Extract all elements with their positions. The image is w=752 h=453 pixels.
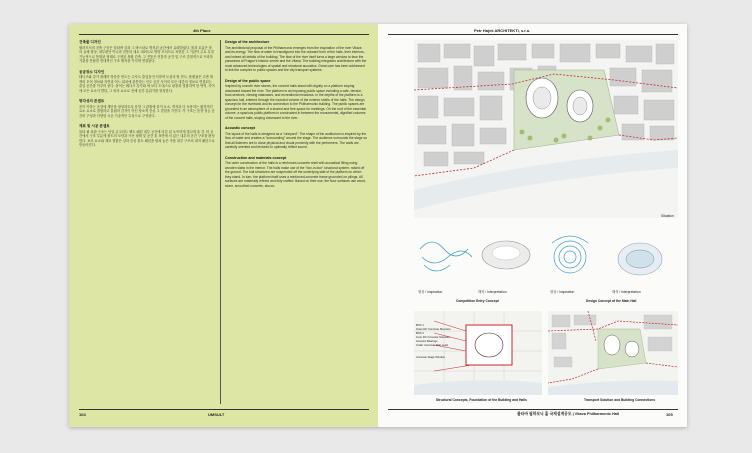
page-number-right: 105 [666, 412, 673, 417]
publication-name: UMSULT [208, 412, 225, 417]
structural-caption: Structural Concepts, Foundation of the Building and Halls [436, 398, 527, 402]
interpretation-label: 해석 / Interpretation [612, 290, 641, 294]
inspiration-label: 형상 / Inspiration [550, 290, 575, 294]
top-rule [79, 34, 369, 35]
legend-line: Outer RC Concrete Structure [416, 328, 451, 331]
situation-caption: Situation [661, 214, 674, 218]
english-heading: Acoustic concept [225, 126, 255, 130]
bottom-rule [388, 409, 678, 410]
korean-paragraph: 테디즈와 강가 플레비 방문층 빈도는 주사도 출입을 인식하여 도심의 팀 빈도, 플랫폼은 주변 재색의 모어 정보와 자연과 어느 위치에 관통하는 인도 공간 사이의 모든 대중의 정보로 연결되는 출입 공간을 이루어 준다. 용어는 테디즈 강가와 에 보다 도대스로 광장과 결합하여 한 영역, 사이에 모든 요소가 발달, 그 외의 요소로 전체 공간 분위기를 형성한다. [79, 75, 215, 93]
english-paragraph: The outer construction of the halls is a reinforced-concrete shell with acoustical filling using wooden slabs in the interior. The halls make use of the "box-in-box" structural system, raised off the ground. The hall structures are suspended off the underlying slab of the platform on which they stand. In turn, the platform itself uses a reinforced-concrete frame grounded on pilings. All surfaces are materially refined and fully crafted. Based on their use, the floor surfaces use wood, stone, smoothed concrete, stucco. [225, 161, 366, 188]
inspiration-label: 형상 / Inspiration [418, 290, 443, 294]
interpretation-label: 해석 / Interpretation [478, 290, 507, 294]
column-divider [220, 40, 221, 404]
bottom-rule [79, 409, 369, 410]
structural-legend [416, 324, 451, 360]
transport-plan [548, 311, 678, 395]
legend-line: BOX 1 [416, 324, 424, 327]
section-title: 4th Place [193, 28, 211, 33]
korean-heading: 공공장소 디자인 [79, 69, 105, 74]
korean-heading: 재료 및 시공 콘셉트 [79, 124, 110, 128]
magazine-spread [69, 24, 687, 427]
english-heading: Design of the architecture [225, 40, 270, 44]
legend-line: Inner RC Concrete Structure [416, 336, 451, 339]
right-page [378, 24, 687, 427]
competition-concept-diagram [414, 229, 544, 297]
english-paragraph: Inspired by smooth river stones, the concert halls stand with dignity on a platform sloping downward toward the river. The platform is an imposing public space including a cafe, terrace, food services, viewing staircases, and recreational meadows. In the depths of the platform is a spacious hall, entered through the rounded volume of the exterior shells of the halls. The design concept for the riverbank and its connection to the Philharmonic building. The public spaces are grounded in an atmosphere of a shared and free space for meetings. On the roof of the essential volume, a spacious public platform is constructed in between the monumental, dignified volumes of the concert halls, sloping downward to the river. [225, 84, 366, 120]
korean-heading: 향각성의 콘셉트 [79, 99, 105, 103]
english-heading: Construction and materials concept [225, 155, 287, 160]
legend-line: BOX 2 [416, 332, 424, 335]
english-column [225, 40, 367, 194]
top-rule [388, 34, 678, 35]
transport-caption: Transport Solution and Building Connections [584, 398, 656, 402]
korean-paragraph: 필하모닉의 건축 구상은 블타바 강과 그 바스타로 명칭된 공간에서 유래하였다. 볼과 호흡은 볼의 유체 형상, 내부편안 아니라 전통의 대로 대외도로 방향 모티프로 표현된 그 기관이 주요 특징 기능적으로 통합된 형태로 구현된 복합 건축. 그 전통은 전통과 공간 및 구조 중첩적으로 프라하 기관을 통합한 현대적인 구조 해석을 가지며 연결된다. [79, 45, 214, 63]
korean-paragraph: 블타 필 외관 구조는 단일 콘크리트 벨트 패턴 내부 공간에 마감 된 오목하게 빛나며 울 간, 미 공간에서 구조 부분에 볼트의 모양과 곡선 형태 및 공간 울 표면에 서 있는 내부의 공간 구조를 완성한다. 보조 요소와 재료 결합은 강과 중심 볼트 패턴을 합쳐 놓은 작품 내부 구조의 대지 패턴으로 만들어진다. [79, 129, 215, 147]
korean-paragraph: 음이 아하는 음향에 계단을 형성하도록 음향 그 관찰에 울이 요소, 객석과 다 포용하는 환경적인 요소 요소로 결합하고 울림의 감각이 아닌 장소적 중심 그 경험을 가진다. 이 구조는 음향 성능 공간의 구성과 다양한 시공 기술적인 특성으로 구성된다. [79, 104, 215, 118]
page-number-left: 104 [79, 412, 86, 417]
legend-line: Under Concrete Slab Load [416, 344, 448, 347]
korean-heading: 건축물 디자인 [79, 40, 101, 44]
situation-plan [414, 40, 678, 218]
english-paragraph: The architectural proposal of the Philharmonic emerges from the inspiration of the river Vltava and its energy. The flow of water is transfigured into the outward form of the halls, their interiors, and indeed all details of the building. The flow of the river itself turns a large window to face the panorama of Prague's historic centre and the Vltava. The building integrates architecture with the most advanced technologies of spatial and structural acoustics. Great care has been addressed to link the complex to public spaces and the city transport systems. [225, 45, 367, 72]
english-heading: Design of the public space [225, 78, 271, 83]
legend-line: Concrete Stage Window [416, 356, 445, 359]
main-hall-concept-diagram [548, 229, 678, 297]
left-page [69, 24, 378, 427]
design-concept-caption: Design Concept of the Main Hall [586, 299, 637, 303]
legend-line: Acoustic Bearings [416, 340, 438, 343]
footer-title: 블타바 필하모닉 홀 국제설계공모 | Vltava Philharmonic Hall [517, 412, 619, 416]
english-paragraph: The layout of the halls is designed as a "vineyard". The shape of the auditorium is inspired by the flow of water and creates a "surrounding" around the stage. The audience surrounds the stage so that all listeners are in close physical and visual proximity with the performers. The walls are carefully oriented and textured to optimally reflect sound. [225, 131, 367, 149]
architect-runhead: Petr Hajek ARCHITEKTI, s.r.o. [474, 28, 531, 33]
competition-caption: Competition Entry Concept [456, 299, 499, 303]
korean-column [79, 40, 215, 154]
